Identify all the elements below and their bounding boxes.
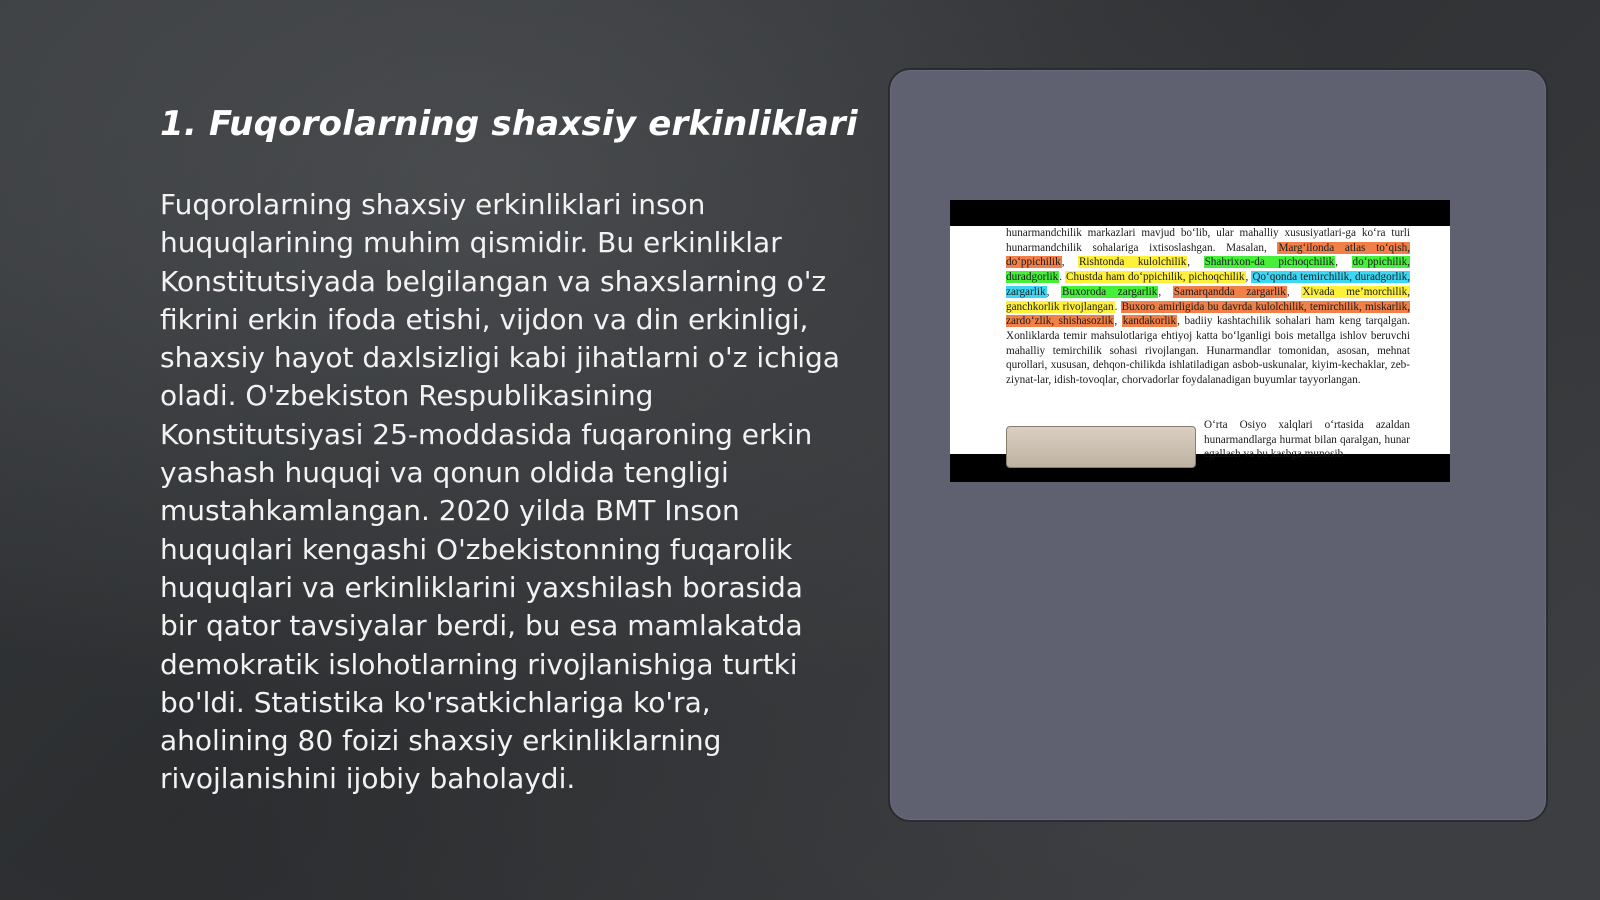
textbook-page-image: [950, 200, 1450, 482]
paragraph-text-run: ,: [1187, 256, 1204, 269]
paragraph-text-run: ,: [1046, 285, 1062, 298]
paragraph-text-run: .: [1114, 300, 1121, 313]
highlighted-phrase-yellow: Chustda ham do‘ppichilik, pichoqchilik: [1066, 271, 1245, 284]
textbook-paragraph: [1006, 226, 1410, 388]
paragraph-text-run: ,: [1158, 285, 1173, 298]
highlighted-phrase-orange: Samarqandda zargarlik: [1173, 285, 1286, 298]
highlighted-phrase-green: Shahrixon-da pichoqchilik: [1204, 256, 1335, 269]
highlighted-phrase-yellow: Xivada me’morchilik, ganchkorlik rivojlangan: [1006, 285, 1410, 313]
highlighted-phrase-green: Buxoroda zargarlik: [1062, 285, 1158, 298]
highlighted-phrase-yellow: Rishtonda kulolchilik: [1078, 256, 1187, 269]
highlighted-phrase-orange: Marg‘ilonda atlas to‘qish, do‘ppichilik: [1006, 241, 1410, 269]
highlighted-phrase-orange: Buxoro amirligida bu davrda kulolchilik, temirchilik, miskarlik, zardo‘zlik, shishasozlik: [1006, 300, 1411, 328]
paragraph-text-run: hunarmandchilik markazlari mavjud bo‘lib, ular mahalliy xususiyatlari-ga ko‘ra turli hunarmandchilik sohalariga ixtisoslashgan. Masalan,: [1006, 227, 1410, 254]
paragraph-text-run: , badiiy kashtachilik sohalari ham keng tarqalgan. Xonliklarda temir mahsulotlariga ehtiyoj katta bo‘lganligi bois metallga ishlov beruvchi mahalliy temirchilik sohasi rivojlangan. Hunarmandlar tomonidan, asosan, mehnat qurollari, xususan, dehqon-chilikda ishlatiladigan asbob-uskunalar, kiyim-kechaklar, zeb-ziynat-lar, idish-tovoqlar, chorvadorlar foydalanadigan buyumlar tayyorlangan.: [1006, 315, 1410, 387]
paragraph-text-run: ,: [1286, 285, 1302, 298]
paragraph-text-run: ,: [1245, 271, 1252, 284]
paragraph-text-run: ,: [1335, 256, 1352, 269]
paragraph-text-run: ,: [1114, 315, 1122, 328]
highlighted-phrase-green: do‘ppichilik, duradgorlik: [1006, 256, 1411, 284]
textbook-photo-thumbnail: [1006, 426, 1196, 468]
textbook-side-text: O‘rta Osiyo xalqlari o‘rtasida azaldan hunarmandlarga hurmat bilan qaralgan, hunar egallash va bu kasbga munosib: [1204, 419, 1410, 461]
textbook-page-sheet: [950, 226, 1450, 461]
slide-body-text: Fuqorolarning shaxsiy erkinliklari inson huquqlarining muhim qismidir. Bu erkinliklar Konstitutsiyada belgilangan va shaxslarning o'z fikrini erkin ifoda etishi, vijdon va din erkinligi, shaxsiy hayot daxlsizligi kabi jihatlarni o'z ichiga oladi. O'zbekiston Respublikasining Konstitutsiyasi 25-moddasida fuqaroning erkin yashash huquqi va qonun oldida tengligi mustahkamlangan. 2020 yilda BMT Inson huquqlari kengashi O'zbekistonning fuqarolik huquqlari va erkinliklarini yaxshilash borasida bir qator tavsiyalar berdi, bu esa mamlakatda demokratik islohotlarning rivojlanishiga turtki bo'ldi. Statistika ko'rsatkichlariga ko'ra, aholining 80 foizi shaxsiy erkinliklarning rivojlanishini ijobiy baholaydi.: [160, 188, 840, 796]
paragraph-text-run: .: [1059, 271, 1066, 284]
slide-title: 1. Fuqorolarning shaxsiy erkinliklari: [160, 104, 858, 144]
highlighted-phrase-orange: kandakorlik: [1122, 315, 1177, 328]
paragraph-text-run: ,: [1061, 256, 1078, 269]
highlighted-phrase-cyan: Qo‘qonda temirchilik, duradgorlik, zargarlik: [1006, 271, 1411, 298]
